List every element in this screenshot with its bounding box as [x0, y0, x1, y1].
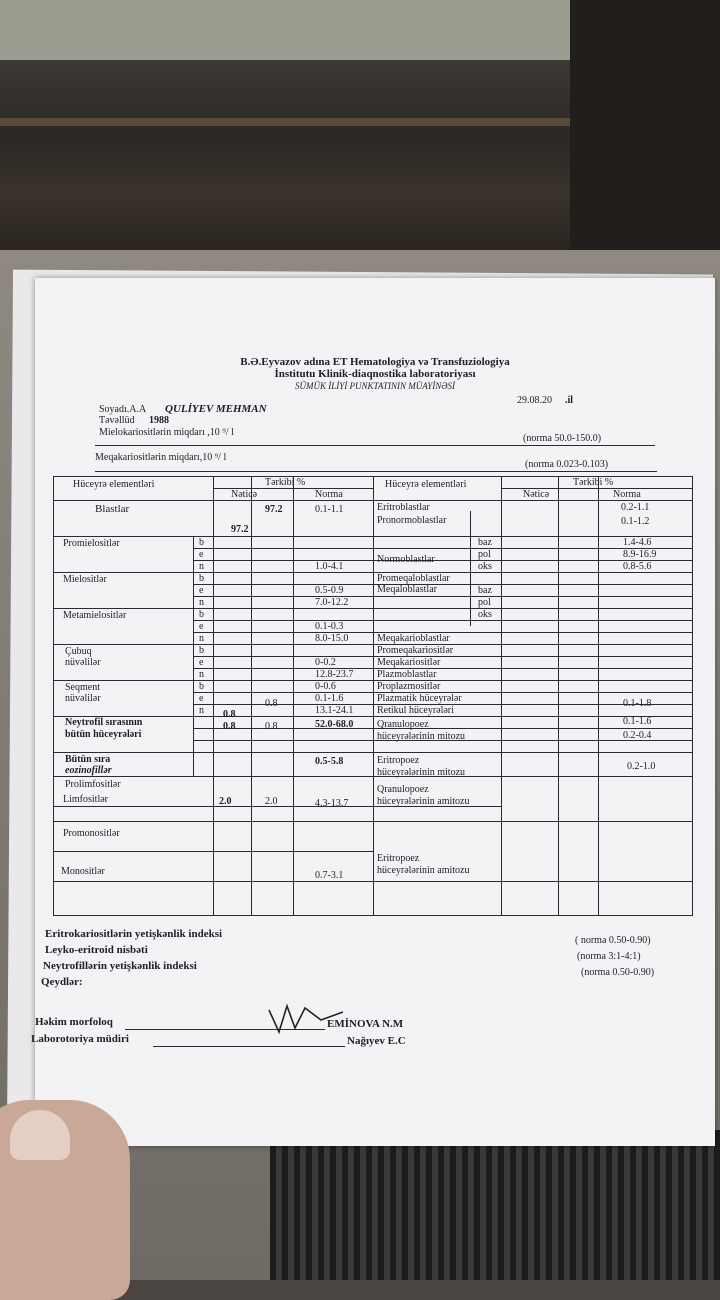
- index-eritrokariosit: Eritrokariositlərin yetişkənlik indeksi: [45, 928, 223, 940]
- row-eozinofiller-line2: eozinofillər: [65, 765, 112, 776]
- institute-title-line2: İnstitutu Klinik-diaqnostika laboratoriyası: [274, 368, 476, 380]
- sub-n: n: [199, 561, 204, 572]
- row-eritropoez-amitoz: Eritropoez: [377, 853, 420, 864]
- row-qranulopoez-amitoz: Qranulopoez: [377, 784, 429, 795]
- sub-oks: oks: [478, 609, 492, 620]
- index-neytrofil-norm: (norma 0.50-0.90): [581, 967, 655, 978]
- norm-oks: 0.8-5.6: [623, 561, 652, 572]
- eritro-norm: 0.2-1.1: [621, 502, 650, 513]
- sub-n: n: [199, 669, 204, 680]
- row-mielositler: Mielositlər: [63, 574, 107, 585]
- row-eritropoez-amitoz-line2: hüceyrələrinin amitozu: [377, 865, 470, 876]
- row-cubuq: Çubuq: [65, 646, 92, 657]
- seq-e-result: 0.8: [265, 698, 278, 709]
- row-plazmoblastlar: Plazmoblastlar: [377, 669, 437, 680]
- divider: [95, 471, 657, 472]
- row-promeqakariositler: Promeqakariositlər: [377, 645, 454, 656]
- seq-n-value: 0.8: [223, 709, 236, 720]
- sub-b: b: [199, 609, 204, 620]
- row-seqment-line2: nüvəlilər: [65, 693, 101, 704]
- col-header-elements: Hüceyrə elementləri: [73, 479, 155, 490]
- signature-line: [153, 1046, 345, 1047]
- sub-n: n: [199, 705, 204, 716]
- sub-oks: oks: [478, 561, 492, 572]
- sub-b: b: [199, 573, 204, 584]
- sub-e: e: [199, 693, 204, 704]
- row-meqakariositler: Meqakariositlər: [377, 657, 441, 668]
- radiator: [270, 1130, 720, 1280]
- report-title: SÜMÜK İLİYİ PUNKTATININ MÜAYİNƏSİ: [294, 381, 455, 391]
- index-neytrofil: Neytrofillərin yetişkənlik indeksi: [43, 960, 197, 972]
- doctor-label: Həkim morfoloq: [35, 1016, 113, 1028]
- col-header-composition: Tərkibi %: [265, 477, 306, 488]
- blast-value: 97.2: [265, 504, 283, 515]
- eozin-norm: 0.5-5.8: [315, 756, 344, 767]
- norm-meta-n: 8.0-15.0: [315, 633, 349, 644]
- row-eritropoez-mitoz: Eritropoez: [377, 755, 420, 766]
- col-header-composition-right: Tərkibi %: [573, 477, 614, 488]
- retikul-norm: 0.1-1.6: [623, 716, 652, 727]
- mega-label: Meqakariositlərin miqdarı,10 ⁹/ l: [95, 452, 227, 463]
- surname-label: Soyadı.A.A: [99, 404, 147, 415]
- row-eritropoez-mitoz-line2: hüceyrələrinin mitozu: [377, 767, 466, 778]
- row-neytrofil-line2: bütün hüceyrələri: [65, 729, 142, 740]
- norm-prom-n: 1.0-4.1: [315, 561, 344, 572]
- qran-mitoz-norm: 0.2-0.4: [623, 730, 652, 741]
- sub-n: n: [199, 633, 204, 644]
- sub-e: e: [199, 549, 204, 560]
- notes-label: Qeydlər:: [41, 976, 83, 988]
- sub-e: e: [199, 657, 204, 668]
- results-table: [53, 476, 693, 916]
- report-date: 29.08.20: [517, 395, 552, 406]
- row-promonositler: Promonositlər: [63, 828, 120, 839]
- mono-norm: 0.7-3.1: [315, 870, 344, 881]
- index-leyko-eritroid: Leyko-eritroid nisbəti: [45, 944, 148, 956]
- index-eritrokariosit-norm: ( norma 0.50-0.90): [575, 935, 651, 946]
- blast-norm: 0.1-1.1: [315, 504, 344, 515]
- neytro-norm: 52.0-68.0: [315, 719, 354, 730]
- head-name: Nağıyev E.C: [347, 1035, 406, 1047]
- divider: [95, 445, 655, 446]
- norm-seq-b: 0-0.6: [315, 681, 336, 692]
- row-cubuq-line2: nüvəlilər: [65, 657, 101, 668]
- norm-seq-n: 13.1-24.1: [315, 705, 354, 716]
- row-normoblastlar: Normoblastlar: [377, 554, 435, 565]
- report-date-suffix: .il: [565, 395, 574, 406]
- limfo-value: 2.0: [265, 796, 278, 807]
- row-qranulopoez-mitoz: Qranulopoez: [377, 719, 429, 730]
- row-plazmatik: Plazmatik hüceyrələr: [377, 693, 462, 704]
- wall-shadow: [570, 0, 720, 260]
- row-neytrofil: Neytrofil sırasının: [65, 717, 143, 728]
- sub-b: b: [199, 537, 204, 548]
- sub-e: e: [199, 621, 204, 632]
- sub-b: b: [199, 681, 204, 692]
- row-prolimfositler: Prolimfositlər: [65, 779, 121, 790]
- doctor-name: EMİNOVA N.M: [327, 1018, 404, 1030]
- mega-norm: (norma 0.023-0.103): [525, 459, 609, 470]
- index-leyko-eritroid-norm: (norma 3:1-4:1): [577, 951, 641, 962]
- pronorm-norm: 0.1-1.2: [621, 516, 650, 527]
- lab-report-sheet: [31, 278, 715, 1146]
- row-blastlar: Blastlar: [95, 503, 130, 515]
- plazmatik-norm: 0.1-1.8: [623, 698, 652, 709]
- limfo-norm: 4.3-13.7: [315, 798, 349, 809]
- col-header-result: Nəticə: [231, 489, 258, 500]
- birth-year: 1988: [149, 415, 169, 426]
- neytro-result: 0.8: [223, 721, 236, 732]
- head-label: Laborotoriya müdiri: [31, 1033, 129, 1045]
- row-promielositler: Promielositlər: [63, 538, 120, 549]
- document: [31, 278, 715, 1146]
- col-header-elements-right: Hüceyrə elementləri: [385, 479, 467, 490]
- norm-pol: 8.9-16.9: [623, 549, 657, 560]
- col-header-norma: Norma: [315, 489, 343, 500]
- row-meqaloblastlar: Meqaloblastlar: [377, 584, 437, 595]
- myelo-norm: (norma 50.0-150.0): [523, 433, 602, 444]
- row-qranulopoez-amitoz-line2: hüceyrələrinin amitozu: [377, 796, 470, 807]
- eritro-mitoz-norm: 0.2-1.0: [627, 761, 656, 772]
- row-limfositler: Limfositlər: [63, 794, 108, 805]
- sub-baz: baz: [478, 585, 492, 596]
- sub-n: n: [199, 597, 204, 608]
- row-eozinofiller: Bütün sıra: [65, 754, 111, 765]
- col-header-result-right: Nəticə: [523, 489, 550, 500]
- row-promeqaloblastlar: Promeqaloblastlar: [377, 573, 450, 584]
- sub-e: e: [199, 585, 204, 596]
- norm-seq-e: 0.1-1.6: [315, 693, 344, 704]
- norm-baz: 1.4-4.6: [623, 537, 652, 548]
- sub-b: b: [199, 645, 204, 656]
- row-proplazmositler: Proplazmositlər: [377, 681, 441, 692]
- row-meqakarioblastlar: Meqakarioblastlar: [377, 633, 450, 644]
- limfo-result: 2.0: [219, 796, 232, 807]
- sub-pol: pol: [478, 549, 491, 560]
- myelo-label: Mielokariositlərin miqdarı ,10 ⁹/ l: [99, 427, 234, 438]
- norm-cub-n: 12.8-23.7: [315, 669, 354, 680]
- row-qranulopoez-mitoz-line2: hüceyrələrinin mitozu: [377, 731, 466, 742]
- row-eritroblastlar: Eritroblastlar: [377, 502, 430, 513]
- blast-result: 97.2: [231, 524, 249, 535]
- neytro-value: 0.8: [265, 721, 278, 732]
- row-monositler: Monositlər: [61, 866, 105, 877]
- sub-pol: pol: [478, 597, 491, 608]
- birth-label: Təvəllüd: [99, 415, 135, 426]
- patient-name: QULİYEV MEHMAN: [165, 403, 267, 415]
- norm-cub-e: 0-0.2: [315, 657, 336, 668]
- row-pronormoblastlar: Pronormoblastlar: [377, 515, 447, 526]
- norm-meta-e: 0.1-0.3: [315, 621, 344, 632]
- col-header-norma-right: Norma: [613, 489, 641, 500]
- norm-miel-n: 7.0-12.2: [315, 597, 349, 608]
- sub-baz: baz: [478, 537, 492, 548]
- row-retikul: Retikul hüceyrələri: [377, 705, 454, 716]
- institute-title-line1: B.Ə.Eyvazov adına ET Hematologiya və Transfuziologiya: [240, 356, 510, 368]
- row-seqment: Seqment: [65, 682, 100, 693]
- norm-miel-e: 0.5-0.9: [315, 585, 344, 596]
- row-metamielositler: Metamielositlər: [63, 610, 127, 621]
